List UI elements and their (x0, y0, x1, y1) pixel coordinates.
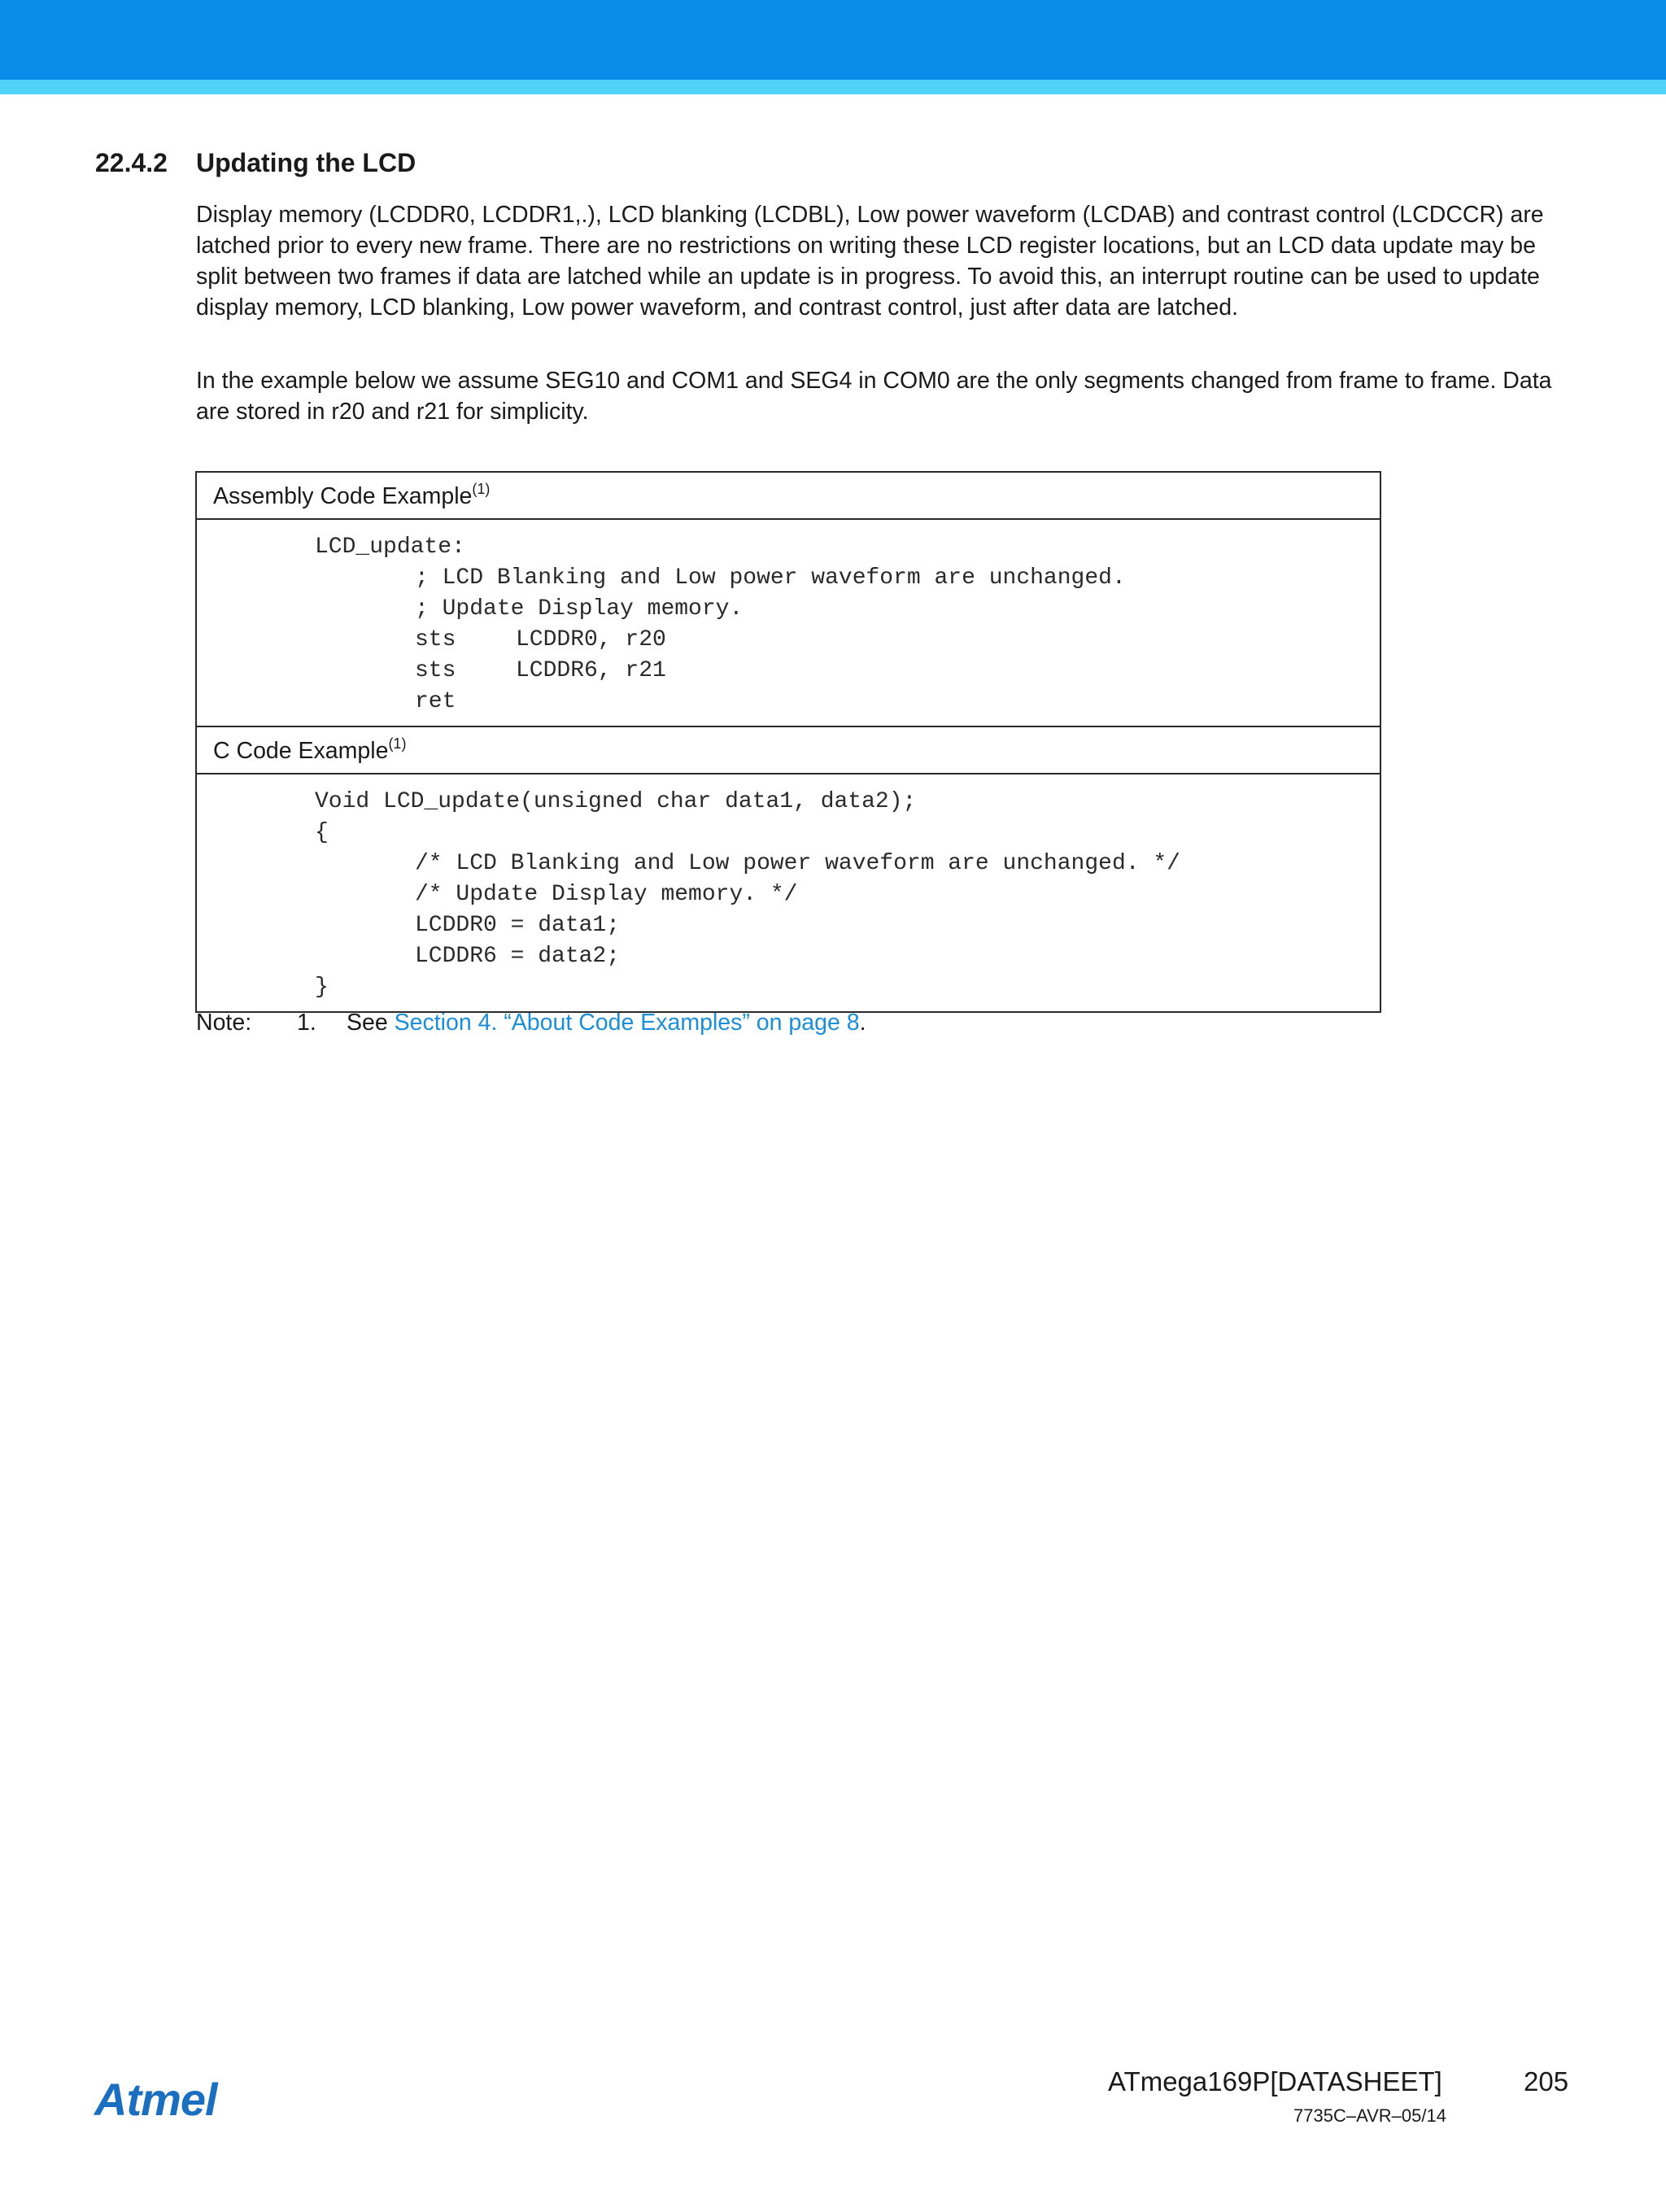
asm-opcode: ret (415, 689, 456, 714)
asm-operands: LCDDR0, r20 (516, 627, 666, 652)
asm-opcode: sts (415, 658, 456, 683)
asm-instruction-line (197, 625, 1380, 656)
header-bar (0, 0, 1666, 80)
c-code-line: LCDDR6 = data2; (415, 944, 621, 969)
paragraph-example: In the example below we assume SEG10 and COM1 and SEG4 in COM0 are the only segments changed from frame to frame. Data are stored in r20 and r21 for simplicity. (196, 368, 1552, 425)
note-number: 1. (297, 1010, 316, 1036)
asm-instruction-line (197, 687, 1380, 718)
asm-header (197, 473, 1380, 520)
footer-doc-code: 7735C–AVR–05/14 (1293, 2105, 1446, 2126)
c-code-line: { (315, 820, 329, 845)
c-header-footnote: (1) (388, 735, 407, 752)
c-code-line: /* Update Display memory. */ (415, 882, 798, 907)
paragraph-display-memory: Display memory (LCDDR0, LCDDR1,.), LCD blanking (LCDBL), Low power waveform (LCDAB) and contrast control (LCDCCR) are latched prior to every new frame. There are no restrictions on writing these LCD register locations, but an LCD data update may be split between two frames if data are latched while an update is in progress. To avoid this, an interrupt routine can be used to update display memory, LCD blanking, Low power waveform, and contrast control, just after data are latched. (196, 202, 1544, 321)
c-code-line: /* LCD Blanking and Low power waveform are unchanged. */ (415, 851, 1180, 876)
note-text (347, 1010, 866, 1036)
asm-comment-line: ; Update Display memory. (415, 596, 744, 622)
code-example-table (195, 471, 1381, 1013)
asm-header-footnote: (1) (472, 481, 491, 497)
asm-opcode: sts (415, 627, 456, 652)
asm-code-block (197, 520, 1380, 727)
section-title: Updating the LCD (196, 148, 416, 177)
note-prefix: See (347, 1010, 395, 1036)
footer-doc-title: ATmega169P[DATASHEET] (1108, 2066, 1442, 2096)
header-stripe (0, 80, 1666, 94)
asm-operands: LCDDR6, r21 (516, 658, 666, 683)
c-code-line: LCDDR0 = data1; (415, 913, 621, 938)
code-examples-link[interactable]: Section 4. “About Code Examples” on page 8 (394, 1010, 860, 1036)
c-header-label: C Code Example (213, 738, 389, 764)
atmel-logo: Atmel (94, 2074, 217, 2125)
asm-header-label: Assembly Code Example (213, 483, 473, 509)
c-code-line: Void LCD_update(unsigned char data1, data2); (315, 789, 917, 814)
section-number: 22.4.2 (95, 148, 168, 177)
note-suffix: . (859, 1010, 866, 1036)
asm-comment-line: ; LCD Blanking and Low power waveform are unchanged. (415, 565, 1126, 591)
asm-instruction-line (197, 656, 1380, 687)
c-code-line: } (315, 975, 329, 1000)
note-label: Note: (196, 1010, 252, 1036)
asm-label-line: LCD_update: (315, 534, 465, 560)
page-number: 205 (1524, 2066, 1569, 2096)
c-header (197, 727, 1380, 774)
c-code-block (197, 774, 1380, 1011)
